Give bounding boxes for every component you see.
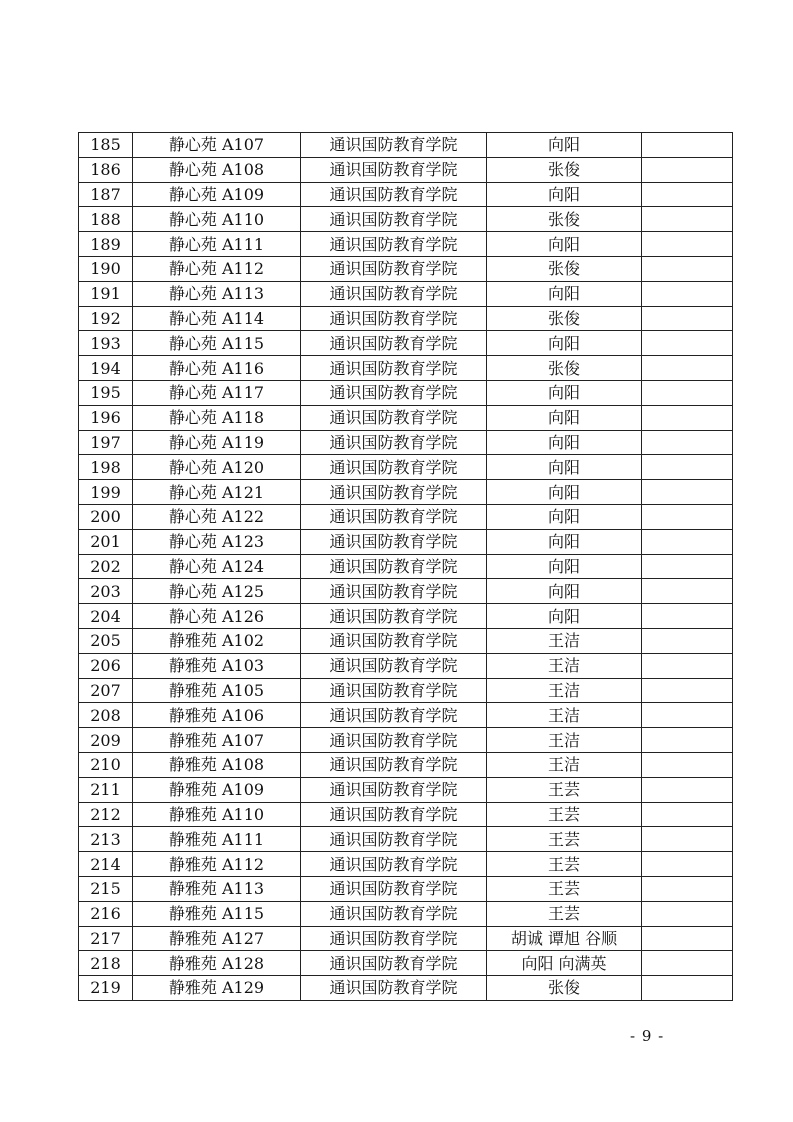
note-cell bbox=[642, 306, 733, 331]
table-row bbox=[79, 380, 733, 405]
table-row bbox=[79, 554, 733, 579]
row-number-cell: 188 bbox=[79, 207, 133, 232]
person-in-charge-cell: 向阳 bbox=[487, 455, 642, 480]
note-cell bbox=[642, 529, 733, 554]
room-cell: 静雅苑 A105 bbox=[133, 678, 301, 703]
college-cell: 通识国防教育学院 bbox=[301, 281, 487, 306]
college-cell: 通识国防教育学院 bbox=[301, 926, 487, 951]
note-cell bbox=[642, 405, 733, 430]
room-cell: 静心苑 A116 bbox=[133, 356, 301, 381]
table-row bbox=[79, 728, 733, 753]
row-number-cell: 218 bbox=[79, 951, 133, 976]
person-in-charge-cell: 王洁 bbox=[487, 678, 642, 703]
room-cell: 静雅苑 A115 bbox=[133, 901, 301, 926]
room-cell: 静雅苑 A129 bbox=[133, 976, 301, 1001]
row-number-cell: 194 bbox=[79, 356, 133, 381]
person-in-charge-cell: 向阳 bbox=[487, 281, 642, 306]
room-cell: 静心苑 A125 bbox=[133, 579, 301, 604]
room-cell: 静雅苑 A108 bbox=[133, 752, 301, 777]
table-row bbox=[79, 405, 733, 430]
room-cell: 静雅苑 A109 bbox=[133, 777, 301, 802]
row-number-cell: 198 bbox=[79, 455, 133, 480]
table-row bbox=[79, 653, 733, 678]
room-cell: 静心苑 A108 bbox=[133, 157, 301, 182]
table-row bbox=[79, 331, 733, 356]
table-row bbox=[79, 182, 733, 207]
table-row bbox=[79, 529, 733, 554]
room-cell: 静雅苑 A107 bbox=[133, 728, 301, 753]
table-row bbox=[79, 802, 733, 827]
person-in-charge-cell: 张俊 bbox=[487, 256, 642, 281]
row-number-cell: 195 bbox=[79, 380, 133, 405]
note-cell bbox=[642, 380, 733, 405]
college-cell: 通识国防教育学院 bbox=[301, 604, 487, 629]
person-in-charge-cell: 王洁 bbox=[487, 653, 642, 678]
note-cell bbox=[642, 852, 733, 877]
row-number-cell: 189 bbox=[79, 232, 133, 257]
table-row bbox=[79, 901, 733, 926]
table-row bbox=[79, 951, 733, 976]
table-row bbox=[79, 876, 733, 901]
college-cell: 通识国防教育学院 bbox=[301, 876, 487, 901]
college-cell: 通识国防教育学院 bbox=[301, 256, 487, 281]
table-row bbox=[79, 579, 733, 604]
college-cell: 通识国防教育学院 bbox=[301, 554, 487, 579]
person-in-charge-cell: 张俊 bbox=[487, 306, 642, 331]
college-cell: 通识国防教育学院 bbox=[301, 827, 487, 852]
row-number-cell: 192 bbox=[79, 306, 133, 331]
row-number-cell: 205 bbox=[79, 628, 133, 653]
person-in-charge-cell: 向阳 bbox=[487, 554, 642, 579]
note-cell bbox=[642, 232, 733, 257]
person-in-charge-cell: 向阳 向满英 bbox=[487, 951, 642, 976]
person-in-charge-cell: 张俊 bbox=[487, 207, 642, 232]
row-number-cell: 206 bbox=[79, 653, 133, 678]
row-number-cell: 215 bbox=[79, 876, 133, 901]
person-in-charge-cell: 向阳 bbox=[487, 504, 642, 529]
person-in-charge-cell: 向阳 bbox=[487, 133, 642, 158]
table-row bbox=[79, 306, 733, 331]
table-row bbox=[79, 281, 733, 306]
person-in-charge-cell: 王芸 bbox=[487, 876, 642, 901]
note-cell bbox=[642, 876, 733, 901]
college-cell: 通识国防教育学院 bbox=[301, 504, 487, 529]
table-row bbox=[79, 207, 733, 232]
table-row bbox=[79, 604, 733, 629]
table-row bbox=[79, 752, 733, 777]
college-cell: 通识国防教育学院 bbox=[301, 752, 487, 777]
room-cell: 静心苑 A121 bbox=[133, 480, 301, 505]
person-in-charge-cell: 王洁 bbox=[487, 752, 642, 777]
note-cell bbox=[642, 331, 733, 356]
row-number-cell: 191 bbox=[79, 281, 133, 306]
page-number: - 9 - bbox=[630, 1027, 665, 1045]
row-number-cell: 202 bbox=[79, 554, 133, 579]
note-cell bbox=[642, 951, 733, 976]
row-number-cell: 217 bbox=[79, 926, 133, 951]
row-number-cell: 199 bbox=[79, 480, 133, 505]
room-cell: 静雅苑 A111 bbox=[133, 827, 301, 852]
room-cell: 静心苑 A122 bbox=[133, 504, 301, 529]
row-number-cell: 210 bbox=[79, 752, 133, 777]
person-in-charge-cell: 向阳 bbox=[487, 405, 642, 430]
college-cell: 通识国防教育学院 bbox=[301, 480, 487, 505]
note-cell bbox=[642, 703, 733, 728]
college-cell: 通识国防教育学院 bbox=[301, 306, 487, 331]
room-cell: 静雅苑 A128 bbox=[133, 951, 301, 976]
college-cell: 通识国防教育学院 bbox=[301, 380, 487, 405]
note-cell bbox=[642, 728, 733, 753]
college-cell: 通识国防教育学院 bbox=[301, 529, 487, 554]
table-row bbox=[79, 133, 733, 158]
note-cell bbox=[642, 604, 733, 629]
college-cell: 通识国防教育学院 bbox=[301, 405, 487, 430]
table-row bbox=[79, 256, 733, 281]
note-cell bbox=[642, 207, 733, 232]
person-in-charge-cell: 向阳 bbox=[487, 331, 642, 356]
row-number-cell: 219 bbox=[79, 976, 133, 1001]
person-in-charge-cell: 王洁 bbox=[487, 703, 642, 728]
row-number-cell: 204 bbox=[79, 604, 133, 629]
room-cell: 静心苑 A111 bbox=[133, 232, 301, 257]
note-cell bbox=[642, 480, 733, 505]
room-cell: 静心苑 A109 bbox=[133, 182, 301, 207]
row-number-cell: 212 bbox=[79, 802, 133, 827]
note-cell bbox=[642, 752, 733, 777]
college-cell: 通识国防教育学院 bbox=[301, 951, 487, 976]
row-number-cell: 197 bbox=[79, 430, 133, 455]
college-cell: 通识国防教育学院 bbox=[301, 852, 487, 877]
note-cell bbox=[642, 777, 733, 802]
person-in-charge-cell: 王芸 bbox=[487, 777, 642, 802]
table-row bbox=[79, 232, 733, 257]
note-cell bbox=[642, 356, 733, 381]
college-cell: 通识国防教育学院 bbox=[301, 430, 487, 455]
college-cell: 通识国防教育学院 bbox=[301, 455, 487, 480]
person-in-charge-cell: 王芸 bbox=[487, 827, 642, 852]
note-cell bbox=[642, 926, 733, 951]
college-cell: 通识国防教育学院 bbox=[301, 182, 487, 207]
row-number-cell: 209 bbox=[79, 728, 133, 753]
row-number-cell: 185 bbox=[79, 133, 133, 158]
person-in-charge-cell: 王芸 bbox=[487, 901, 642, 926]
row-number-cell: 216 bbox=[79, 901, 133, 926]
person-in-charge-cell: 张俊 bbox=[487, 976, 642, 1001]
note-cell bbox=[642, 504, 733, 529]
person-in-charge-cell: 王洁 bbox=[487, 728, 642, 753]
row-number-cell: 207 bbox=[79, 678, 133, 703]
note-cell bbox=[642, 802, 733, 827]
college-cell: 通识国防教育学院 bbox=[301, 207, 487, 232]
note-cell bbox=[642, 901, 733, 926]
row-number-cell: 196 bbox=[79, 405, 133, 430]
table-row bbox=[79, 852, 733, 877]
college-cell: 通识国防教育学院 bbox=[301, 901, 487, 926]
table-row bbox=[79, 703, 733, 728]
note-cell bbox=[642, 157, 733, 182]
person-in-charge-cell: 王芸 bbox=[487, 852, 642, 877]
room-cell: 静雅苑 A103 bbox=[133, 653, 301, 678]
room-cell: 静心苑 A124 bbox=[133, 554, 301, 579]
row-number-cell: 208 bbox=[79, 703, 133, 728]
college-cell: 通识国防教育学院 bbox=[301, 157, 487, 182]
row-number-cell: 213 bbox=[79, 827, 133, 852]
table-row bbox=[79, 455, 733, 480]
table-row bbox=[79, 678, 733, 703]
table-row bbox=[79, 777, 733, 802]
room-cell: 静心苑 A114 bbox=[133, 306, 301, 331]
note-cell bbox=[642, 281, 733, 306]
row-number-cell: 214 bbox=[79, 852, 133, 877]
room-cell: 静心苑 A107 bbox=[133, 133, 301, 158]
college-cell: 通识国防教育学院 bbox=[301, 232, 487, 257]
person-in-charge-cell: 向阳 bbox=[487, 480, 642, 505]
room-cell: 静心苑 A119 bbox=[133, 430, 301, 455]
row-number-cell: 203 bbox=[79, 579, 133, 604]
row-number-cell: 200 bbox=[79, 504, 133, 529]
row-number-cell: 186 bbox=[79, 157, 133, 182]
table-row bbox=[79, 430, 733, 455]
room-cell: 静心苑 A112 bbox=[133, 256, 301, 281]
table-row bbox=[79, 504, 733, 529]
note-cell bbox=[642, 182, 733, 207]
assignment-table-body bbox=[79, 133, 733, 1001]
college-cell: 通识国防教育学院 bbox=[301, 777, 487, 802]
room-cell: 静心苑 A118 bbox=[133, 405, 301, 430]
college-cell: 通识国防教育学院 bbox=[301, 802, 487, 827]
row-number-cell: 211 bbox=[79, 777, 133, 802]
college-cell: 通识国防教育学院 bbox=[301, 356, 487, 381]
note-cell bbox=[642, 827, 733, 852]
college-cell: 通识国防教育学院 bbox=[301, 331, 487, 356]
person-in-charge-cell: 向阳 bbox=[487, 182, 642, 207]
table-row bbox=[79, 628, 733, 653]
college-cell: 通识国防教育学院 bbox=[301, 728, 487, 753]
room-cell: 静心苑 A113 bbox=[133, 281, 301, 306]
room-cell: 静心苑 A110 bbox=[133, 207, 301, 232]
note-cell bbox=[642, 256, 733, 281]
table-row bbox=[79, 827, 733, 852]
college-cell: 通识国防教育学院 bbox=[301, 628, 487, 653]
room-cell: 静心苑 A126 bbox=[133, 604, 301, 629]
college-cell: 通识国防教育学院 bbox=[301, 653, 487, 678]
note-cell bbox=[642, 455, 733, 480]
note-cell bbox=[642, 678, 733, 703]
room-cell: 静雅苑 A127 bbox=[133, 926, 301, 951]
row-number-cell: 201 bbox=[79, 529, 133, 554]
person-in-charge-cell: 向阳 bbox=[487, 380, 642, 405]
room-cell: 静雅苑 A106 bbox=[133, 703, 301, 728]
table-row bbox=[79, 926, 733, 951]
person-in-charge-cell: 王芸 bbox=[487, 802, 642, 827]
room-cell: 静雅苑 A102 bbox=[133, 628, 301, 653]
room-cell: 静雅苑 A110 bbox=[133, 802, 301, 827]
person-in-charge-cell: 向阳 bbox=[487, 430, 642, 455]
note-cell bbox=[642, 653, 733, 678]
note-cell bbox=[642, 976, 733, 1001]
row-number-cell: 193 bbox=[79, 331, 133, 356]
person-in-charge-cell: 向阳 bbox=[487, 579, 642, 604]
row-number-cell: 190 bbox=[79, 256, 133, 281]
table-row bbox=[79, 157, 733, 182]
row-number-cell: 187 bbox=[79, 182, 133, 207]
note-cell bbox=[642, 430, 733, 455]
person-in-charge-cell: 张俊 bbox=[487, 356, 642, 381]
note-cell bbox=[642, 579, 733, 604]
person-in-charge-cell: 向阳 bbox=[487, 232, 642, 257]
room-cell: 静雅苑 A113 bbox=[133, 876, 301, 901]
table-row bbox=[79, 356, 733, 381]
person-in-charge-cell: 向阳 bbox=[487, 604, 642, 629]
table-row bbox=[79, 976, 733, 1001]
assignment-table-container bbox=[78, 132, 732, 1001]
college-cell: 通识国防教育学院 bbox=[301, 976, 487, 1001]
college-cell: 通识国防教育学院 bbox=[301, 678, 487, 703]
room-cell: 静心苑 A123 bbox=[133, 529, 301, 554]
college-cell: 通识国防教育学院 bbox=[301, 579, 487, 604]
college-cell: 通识国防教育学院 bbox=[301, 133, 487, 158]
room-cell: 静心苑 A120 bbox=[133, 455, 301, 480]
person-in-charge-cell: 向阳 bbox=[487, 529, 642, 554]
table-row bbox=[79, 480, 733, 505]
room-cell: 静雅苑 A112 bbox=[133, 852, 301, 877]
person-in-charge-cell: 王洁 bbox=[487, 628, 642, 653]
person-in-charge-cell: 胡诚 谭旭 谷顺 bbox=[487, 926, 642, 951]
note-cell bbox=[642, 628, 733, 653]
person-in-charge-cell: 张俊 bbox=[487, 157, 642, 182]
college-cell: 通识国防教育学院 bbox=[301, 703, 487, 728]
note-cell bbox=[642, 133, 733, 158]
note-cell bbox=[642, 554, 733, 579]
assignment-table bbox=[78, 132, 733, 1001]
room-cell: 静心苑 A117 bbox=[133, 380, 301, 405]
room-cell: 静心苑 A115 bbox=[133, 331, 301, 356]
